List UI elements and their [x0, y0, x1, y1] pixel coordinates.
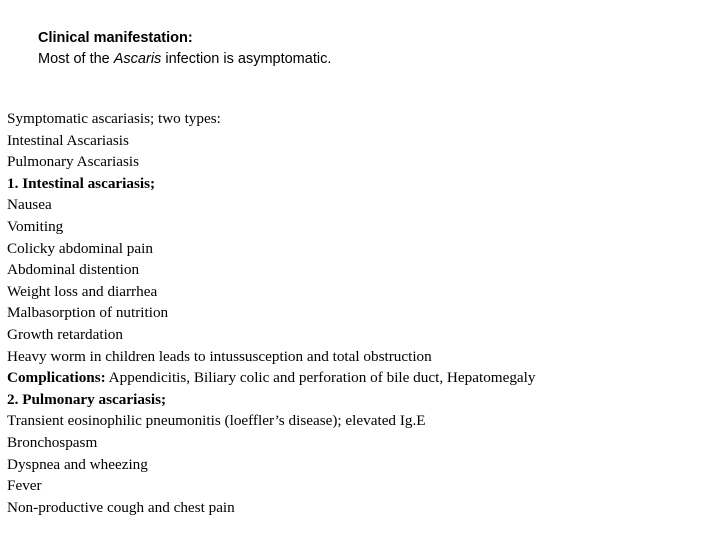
- symptom-cough: Non-productive cough and chest pain: [7, 498, 235, 516]
- symptom-weight-loss: Weight loss and diarrhea: [7, 282, 158, 300]
- types-heading: Symptomatic ascariasis; two types:: [7, 110, 221, 127]
- symptom-dyspnea: Dyspnea and wheezing: [7, 455, 148, 473]
- section-title: Clinical manifestation:: [38, 30, 193, 46]
- type-intestinal: Intestinal Ascariasis: [7, 131, 129, 149]
- symptom-heavy-worm: Heavy worm in children leads to intussusception and total obstruction: [7, 347, 432, 365]
- complications-text: Appendicitis, Biliary colic and perforation of bile duct, Hepatomegaly: [105, 369, 536, 387]
- header-block: [38, 28, 331, 70]
- complications-line: [7, 367, 717, 389]
- symptom-malabsorption: Malbasorption of nutrition: [7, 304, 169, 322]
- symptom-fever: Fever: [7, 477, 42, 495]
- symptom-bronchospasm: Bronchospasm: [7, 433, 98, 451]
- symptom-vomiting: Vomiting: [7, 217, 64, 235]
- content-body: [7, 108, 717, 518]
- symptom-distention: Abdominal distention: [7, 261, 140, 279]
- symptom-abdominal-pain: Colicky abdominal pain: [7, 239, 153, 257]
- symptom-nausea: Nausea: [7, 196, 52, 214]
- intestinal-heading: 1. Intestinal ascariasis;: [7, 174, 156, 192]
- intro-line: [38, 49, 331, 70]
- intro-text-before: Most of the: [38, 51, 114, 67]
- symptom-pneumonitis: Transient eosinophilic pneumonitis (loeffler’s disease); elevated Ig.E: [7, 412, 426, 430]
- pulmonary-heading: 2. Pulmonary ascariasis;: [7, 390, 167, 408]
- ascaris-italic: Ascaris: [113, 51, 162, 67]
- type-pulmonary: Pulmonary Ascariasis: [7, 153, 140, 171]
- complications-label: Complications:: [7, 369, 106, 387]
- symptom-growth: Growth retardation: [7, 325, 123, 343]
- intro-text-after: infection is asymptomatic.: [161, 51, 332, 67]
